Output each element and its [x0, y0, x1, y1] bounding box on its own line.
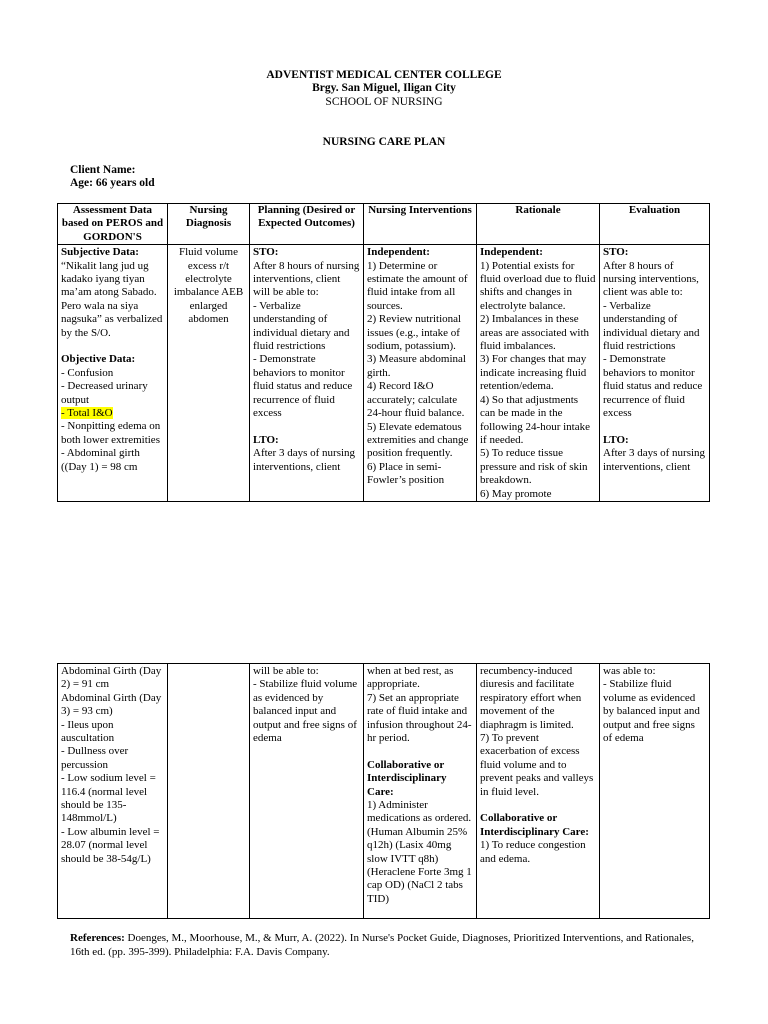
column-header-interventions: Nursing Interventions: [364, 204, 477, 245]
subjective-data-heading: Subjective Data:: [61, 246, 139, 259]
column-header-assessment: Assessment Data based on PEROS and GORDON'S: [58, 204, 168, 245]
references-label: References:: [70, 932, 125, 944]
rationale-item: 1) Potential exists for fluid overload due to fluid shifts and changes in electrolyte balance.: [480, 259, 596, 312]
rationale-item: 4) So that adjustments can be made in the following 24-hour intake if needed.: [480, 393, 590, 446]
intervention-item: 5) Elevate edematous extremities and change position frequently.: [367, 420, 469, 460]
intervention-item: 3) Measure abdominal girth.: [367, 353, 466, 379]
evaluation-item: - Verbalize understanding of individual dietary and fluid restrictions: [603, 299, 700, 353]
document-title: NURSING CARE PLAN: [322, 136, 446, 148]
nursing-diagnosis-text: Fluid volume excess r/t electrolyte imbalance AEB enlarged abdomen: [173, 246, 244, 326]
assessment-item: - Ileus upon auscultation: [61, 718, 115, 745]
assessment-cell: [58, 664, 168, 919]
intervention-item: 7) Set an appropriate rate of fluid intake and infusion throughout 24-hr period.: [367, 691, 472, 745]
rationale-item: 7) To prevent exacerbation of excess fluid volume and to prevent peaks and valleys in fluid level.: [480, 732, 594, 798]
client-name-label: Client Name:: [70, 164, 136, 176]
school-name: SCHOOL OF NURSING: [325, 96, 443, 108]
objective-item: - Confusion: [61, 366, 114, 379]
lto-heading: LTO:: [603, 433, 629, 446]
evaluation-item: After 3 days of nursing interventions, client: [603, 447, 706, 473]
planning-cell: [250, 245, 364, 502]
rationale-item: 3) For changes that may indicate increasing fluid retention/edema.: [480, 353, 587, 393]
interventions-cell: [364, 664, 477, 919]
column-header-planning: Planning (Desired or Expected Outcomes): [250, 204, 364, 245]
assessment-item: Abdominal Girth (Day 2) = 91 cm: [61, 665, 162, 691]
intervention-item: 6) Place in semi-Fowler’s position: [367, 460, 445, 487]
medication-list: (Human Albumin 25% q12h) (Lasix 40mg slow IVTT q8h) (Heraclene Forte 3mg 1 cap OD) (NaCl 2 tabs TID): [367, 825, 472, 905]
table-row: [58, 664, 710, 919]
care-plan-table-part-1: [57, 203, 710, 502]
planning-cell: [250, 664, 364, 919]
planning-item: - Verbalize understanding of individual dietary and fluid restrictions: [253, 299, 350, 353]
rationale-item: recumbency-induced diuresis and facilitate respiratory effort when movement of the diaphragm is limited.: [480, 665, 582, 731]
intervention-item: 1) Determine or estimate the amount of fluid intake from all sources.: [367, 259, 468, 312]
sto-heading: STO:: [253, 246, 279, 259]
rationale-cell: [477, 664, 600, 919]
table-header-row: [58, 204, 710, 245]
collaborative-heading: Collaborative or Interdisciplinary Care:: [480, 812, 589, 838]
objective-data-heading: Objective Data:: [61, 353, 136, 366]
subjective-quote: “Nikalit lang jud ug kadako iyang tiyan ma’am atong Sabado. Pero wala na siya nagsuka” as verbalized by the S/O.: [61, 259, 163, 339]
planning-item: After 3 days of nursing interventions, client: [253, 447, 356, 473]
diagnosis-cell: [168, 664, 250, 919]
planning-item: - Stabilize fluid volume as evidenced by balanced input and output and free signs of edema: [253, 678, 358, 745]
evaluation-item: - Stabilize fluid volume as evidenced by balanced input and output and free signs of edema: [603, 678, 700, 745]
evaluation-item: After 8 hours of nursing interventions, client was able to:: [603, 259, 699, 299]
rationale-cell: [477, 245, 600, 502]
care-plan-table-part-2: [57, 663, 710, 919]
client-age: Age: 66 years old: [70, 177, 155, 189]
planning-item: will be able to:: [253, 665, 319, 677]
assessment-item: - Low sodium level = 116.4 (normal level should be 135-148mmol/L): [61, 772, 156, 825]
intervention-item: when at bed rest, as appropriate.: [367, 665, 454, 691]
planning-item: After 8 hours of nursing interventions, client will be able to:: [253, 259, 360, 299]
column-header-rationale: Rationale: [477, 204, 600, 245]
assessment-item: - Low albumin level = 28.07 (normal level should be 38-54g/L): [61, 825, 160, 865]
assessment-cell: [58, 245, 168, 502]
rationale-item: 6) May promote: [480, 487, 552, 500]
diagnosis-cell: [168, 245, 250, 502]
rationale-item: 2) Imbalances in these areas are associated with fluid imbalances.: [480, 313, 590, 353]
planning-item: - Demonstrate behaviors to monitor fluid status and reduce recurrence of fluid excess: [253, 353, 353, 420]
interventions-cell: [364, 245, 477, 502]
table-row: [58, 245, 710, 502]
objective-item: - Abdominal girth ((Day 1) = 98 cm: [61, 447, 140, 473]
collaborative-heading: Collaborative or Interdisciplinary Care:: [367, 758, 447, 798]
column-header-evaluation: Evaluation: [600, 204, 710, 245]
independent-heading: Independent:: [480, 246, 543, 259]
intervention-item: 1) Administer medications as ordered.: [367, 799, 472, 825]
rationale-item: 1) To reduce congestion and edema.: [480, 839, 586, 865]
column-header-diagnosis: Nursing Diagnosis: [168, 204, 250, 245]
evaluation-cell: [600, 664, 710, 919]
rationale-item: 5) To reduce tissue pressure and risk of skin breakdown.: [480, 447, 588, 487]
intervention-item: 2) Review nutritional issues (e.g., intake of sodium, potassium).: [367, 313, 462, 353]
sto-heading: STO:: [603, 246, 629, 259]
evaluation-item: was able to:: [603, 665, 656, 677]
independent-heading: Independent:: [367, 246, 430, 259]
assessment-item: Abdominal Girth (Day 3) = 93 cm): [61, 691, 162, 718]
references-text: Doenges, M., Moorhouse, M., & Murr, A. (2022). In Nurse's Pocket Guide, Diagnoses, Prioritized Interventions, and Rationales, 16th ed. (pp. 395-399). Philadelphia: F.A. Davis Company.: [70, 932, 694, 958]
evaluation-item: - Demonstrate behaviors to monitor fluid status and reduce recurrence of fluid excess: [603, 353, 703, 420]
references: [70, 932, 710, 959]
highlighted-objective-item: - Total I&O: [61, 407, 113, 420]
college-address: Brgy. San Miguel, Iligan City: [312, 82, 456, 94]
intervention-item: 4) Record I&O accurately; calculate 24-hour fluid balance.: [367, 380, 465, 420]
objective-item: - Nonpitting edema on both lower extremities: [61, 420, 161, 446]
objective-item: - Decreased urinary output: [61, 380, 148, 406]
assessment-item: - Dullness over percussion: [61, 745, 129, 771]
evaluation-cell: [600, 245, 710, 502]
lto-heading: LTO:: [253, 433, 279, 446]
college-name: ADVENTIST MEDICAL CENTER COLLEGE: [266, 69, 502, 81]
